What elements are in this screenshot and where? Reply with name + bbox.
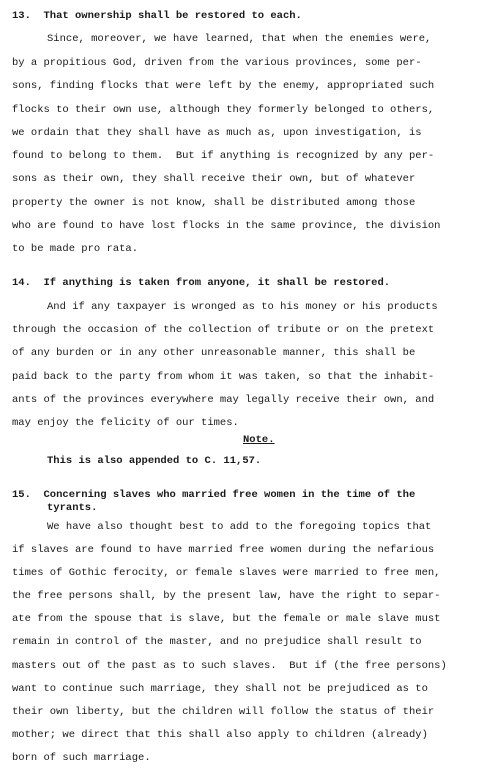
section-15-heading-line-1: 15. Concerning slaves who married free women in the time of the	[12, 489, 416, 501]
section-15-line-8: want to continue such marriage, they shall not be prejudiced as to	[12, 683, 428, 695]
note-text: This is also appended to C. 11,57.	[47, 455, 262, 467]
section-15-line-4: the free persons shall, by the present law, have the right to separ-	[12, 590, 441, 602]
section-13-line-1: Since, moreover, we have learned, that when the enemies were,	[47, 33, 432, 45]
section-14-line-5: ants of the provinces everywhere may legally receive their own, and	[12, 394, 435, 406]
section-14-line-4: paid back to the party from whom it was taken, so that the inhabit-	[12, 371, 435, 383]
section-15-line-7: masters out of the past as to such slaves. But if (the free persons)	[12, 660, 447, 672]
section-13-line-2: by a propitious God, driven from the various provinces, some per-	[12, 57, 422, 69]
section-15-line-2: if slaves are found to have married free women during the nefarious	[12, 544, 435, 556]
section-13-line-9: who are found to have lost flocks in the same province, the division	[12, 220, 441, 232]
section-15-line-10: mother; we direct that this shall also apply to children (already)	[12, 729, 428, 741]
section-14-line-6: may enjoy the felicity of our times.	[12, 417, 239, 429]
section-14-line-2: through the occasion of the collection of tribute or on the pretext	[12, 324, 435, 336]
section-15-line-9: their own liberty, but the children will follow the status of their	[12, 706, 435, 718]
section-14-line-3: of any burden or in any other unreasonable manner, this shall be	[12, 347, 416, 359]
section-13-line-10: to be made pro rata.	[12, 243, 139, 255]
section-13-line-7: sons as their own, they shall receive their own, but of whatever	[12, 173, 416, 185]
section-15-line-6: remain in control of the master, and no prejudice shall result to	[12, 636, 422, 648]
section-15-heading-line-2: tyrants.	[47, 502, 98, 514]
section-15-line-3: times of Gothic ferocity, or female slaves were married to free men,	[12, 567, 441, 579]
section-15-line-5: ate from the spouse that is slave, but the female or male slave must	[12, 613, 441, 625]
section-14-heading: 14. If anything is taken from anyone, it shall be restored.	[12, 277, 391, 289]
section-13-heading: 13. That ownership shall be restored to each.	[12, 10, 302, 22]
section-13-line-6: found to belong to them. But if anything is recognized by any per-	[12, 150, 435, 162]
section-13-line-5: we ordain that they shall have as much as, upon investigation, is	[12, 127, 422, 139]
section-14-line-1: And if any taxpayer is wronged as to his money or his products	[47, 301, 438, 313]
section-15-line-1: We have also thought best to add to the foregoing topics that	[47, 521, 432, 533]
note-label: Note.	[243, 434, 275, 446]
section-13-line-3: sons, finding flocks that were left by the enemy, appropriated such	[12, 80, 435, 92]
section-13-line-8: property the owner is not know, shall be distributed among those	[12, 197, 416, 209]
section-15-line-11: born of such marriage.	[12, 752, 151, 764]
section-13-line-4: flocks to their own use, although they formerly belonged to others,	[12, 104, 435, 116]
